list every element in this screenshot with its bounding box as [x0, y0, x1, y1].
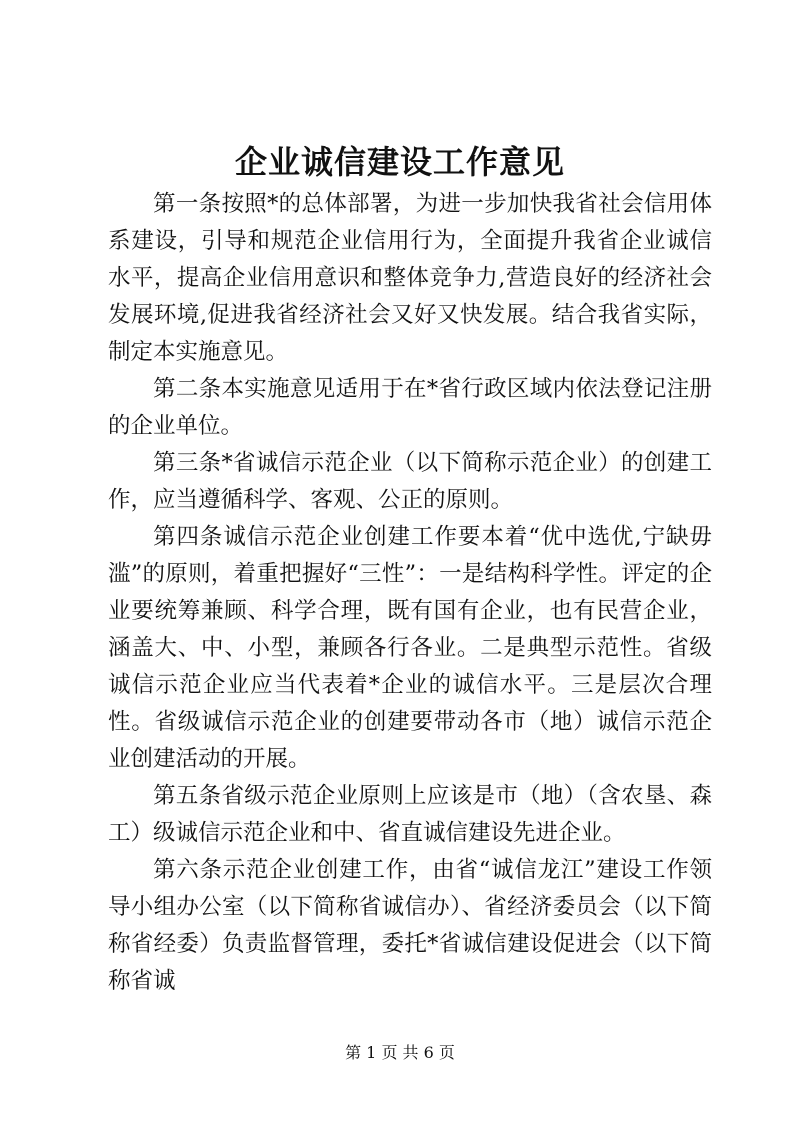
paragraph-article-5: 第五条省级示范企业原则上应该是市（地）（含农垦、森工）级诚信示范企业和中、省直诚信建设先进企业。 [108, 783, 712, 846]
paragraph-article-1: 第一条按照*的总体部署，为进一步加快我省社会信用体系建设，引导和规范企业信用行为，全面提升我省企业诚信水平，提高企业信用意识和整体竞争力,营造良好的经济社会发展环境,促进我省经济社会又好又快发展。结合我省实际，制定本实施意见。 [108, 191, 712, 365]
document-title: 企业诚信建设工作意见 [234, 143, 565, 181]
paragraph-article-6: 第六条示范企业创建工作，由省“诚信龙江”建设工作领导小组办公室（以下简称省诚信办）、省经济委员会（以下简称省经委）负责监督管理，委托*省诚信建设促进会（以下简称省诚 [108, 857, 712, 994]
paragraph-article-3: 第三条*省诚信示范企业（以下简称示范企业）的创建工作，应当遵循科学、客观、公正的原则。 [108, 450, 712, 513]
paragraph-article-4: 第四条诚信示范企业创建工作要本着“优中选优,宁缺毋滥”的原则，着重把握好“三性”：一是结构科学性。评定的企业要统筹兼顾、科学合理，既有国有企业，也有民营企业，涵盖大、中、小型，兼顾各行各业。二是典型示范性。省级诚信示范企业应当代表着*企业的诚信水平。三是层次合理性。省级诚信示范企业的创建要带动各市（地）诚信示范企业创建活动的开展。 [108, 524, 712, 772]
document-body [108, 186, 712, 1000]
paragraph-article-2: 第二条本实施意见适用于在*省行政区域内依法登记注册的企业单位。 [108, 376, 712, 439]
page-number-footer: 第 1 页 共 6 页 [345, 1043, 455, 1062]
